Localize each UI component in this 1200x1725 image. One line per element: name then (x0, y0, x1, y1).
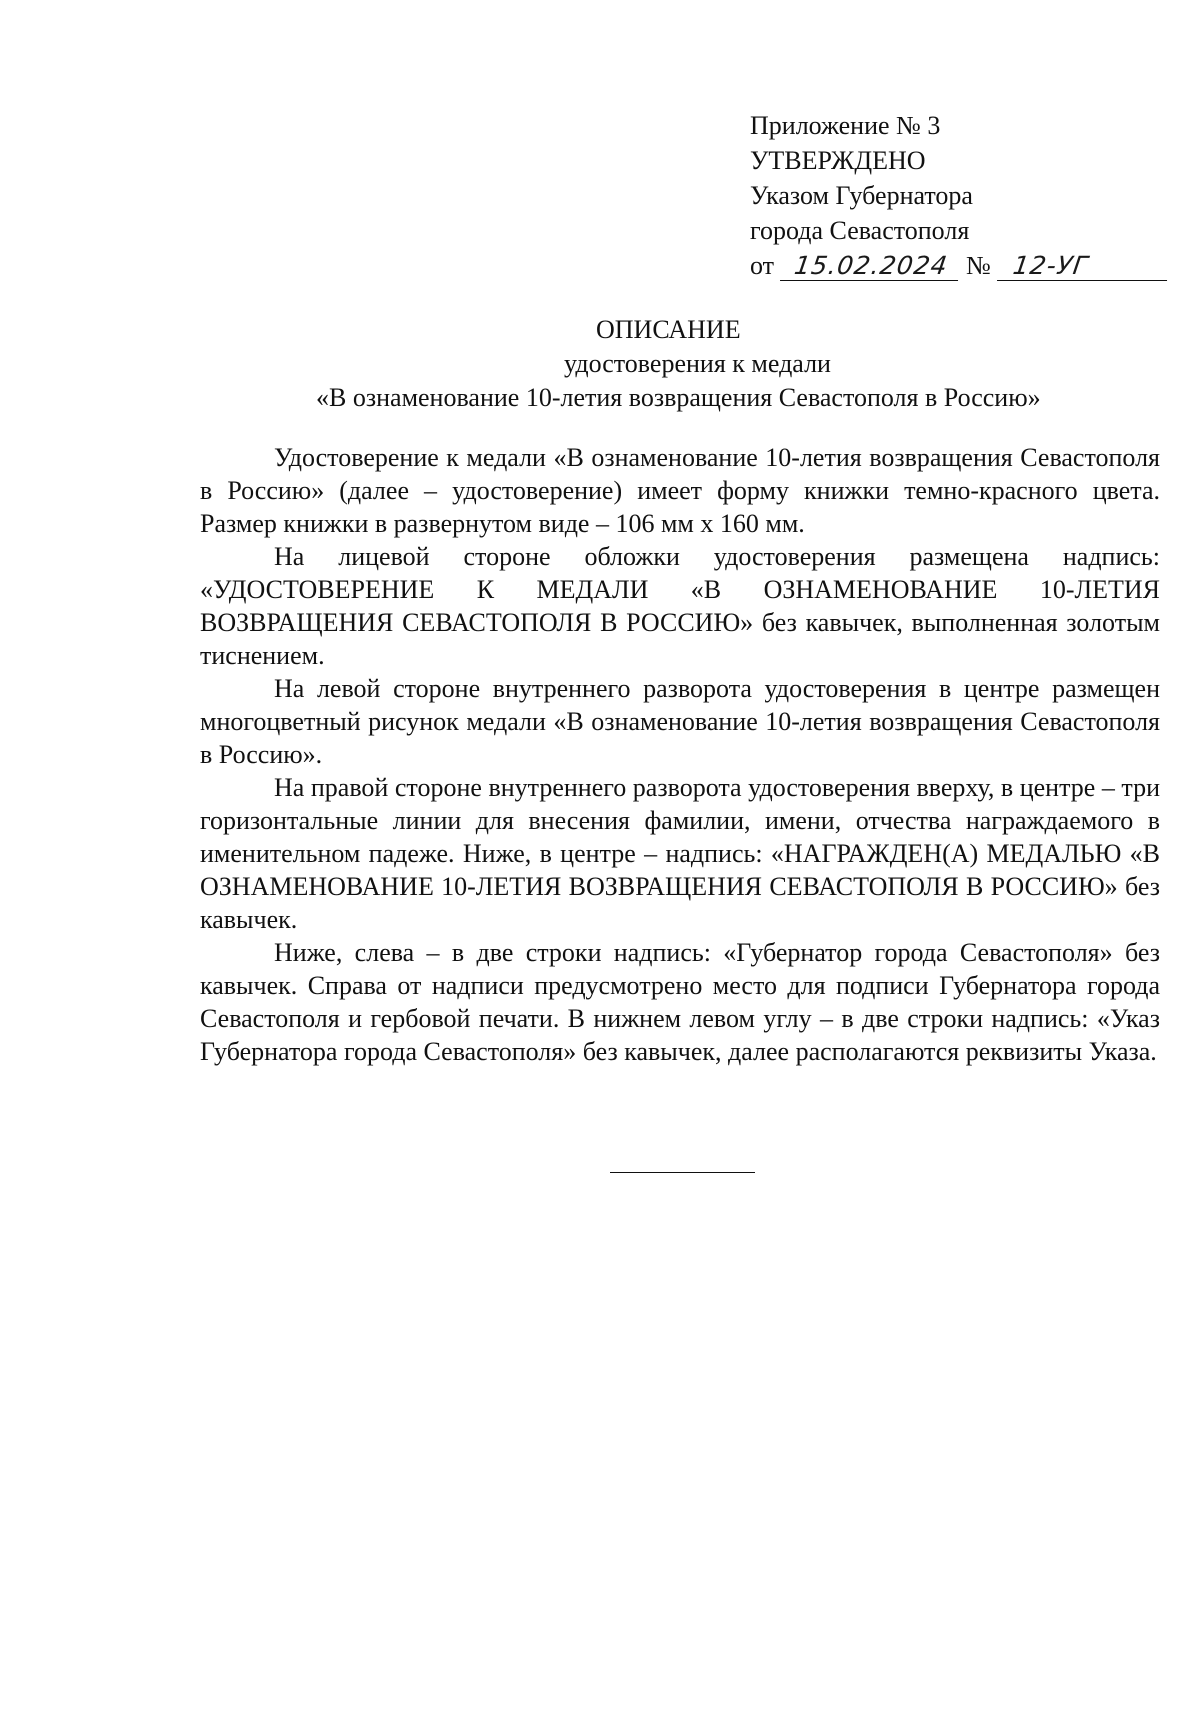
approved-label: УТВЕРЖДЕНО (750, 146, 926, 175)
paragraph-2: На лицевой стороне обложки удостоверения размещена надпись: «УДОСТОВЕРЕНИЕ К МЕДАЛИ «В ОЗНАМЕНОВАНИЕ 10-ЛЕТИЯ ВОЗВРАЩЕНИЯ СЕВАСТОПОЛЯ В РОССИЮ» без кавычек, выполненная золотым тиснением. (200, 542, 1160, 670)
paragraph-5: Ниже, слева – в две строки надпись: «Губернатор города Севастополя» без кавычек. Справа от надписи предусмотрено место для подписи Губернатора города Севастополя и гербовой печати. В нижнем левом углу – в две строки надпись: «Указ Губернатора города Севастополя» без кавычек, далее располагаются реквизиты Указа. (200, 938, 1160, 1066)
paragraph-3: На левой стороне внутреннего разворота удостоверения в центре размещен многоцветный рисунок медали «В ознаменование 10-летия возвращения Севастополя в Россию». (200, 674, 1160, 769)
decree-date-row (750, 248, 1170, 283)
handwritten-number: 12-УГ (997, 252, 1171, 281)
handwritten-date: 15.02.2024 (780, 252, 962, 281)
title-line-3: «В ознаменование 10-летия возвращения Севастополя в Россию» (316, 383, 1041, 412)
number-sign: № (966, 251, 991, 280)
date-prefix: от (750, 251, 775, 280)
paragraph-4: На правой стороне внутреннего разворота удостоверения вверху, в центре – три горизонтальные линии для внесения фамилии, имени, отчества награждаемого в именительном падеже. Ниже, в центре – надпись: «НАГРАЖДЕН(А) МЕДАЛЬЮ «В ОЗНАМЕНОВАНИЕ 10-ЛЕТИЯ ВОЗВРАЩЕНИЯ СЕВАСТОПОЛЯ В РОССИЮ» без кавычек. (200, 773, 1160, 934)
end-divider-line (610, 1172, 755, 1173)
title-line-2: удостоверения к медали (564, 349, 831, 378)
approval-stamp-block (750, 108, 1170, 283)
appendix-label: Приложение № 3 (750, 111, 941, 140)
decree-label: Указом Губернатора (750, 181, 973, 210)
city-label: города Севастополя (750, 216, 970, 245)
document-body (200, 441, 1160, 1068)
paragraph-1: Удостоверение к медали «В ознаменование 10-летия возвращения Севастополя в Россию» (далее – удостоверение) имеет форму книжки темно-красного цвета. Размер книжки в развернутом виде – 106 мм х 160 мм. (200, 443, 1160, 538)
title-line-1: ОПИСАНИЕ (596, 315, 741, 344)
